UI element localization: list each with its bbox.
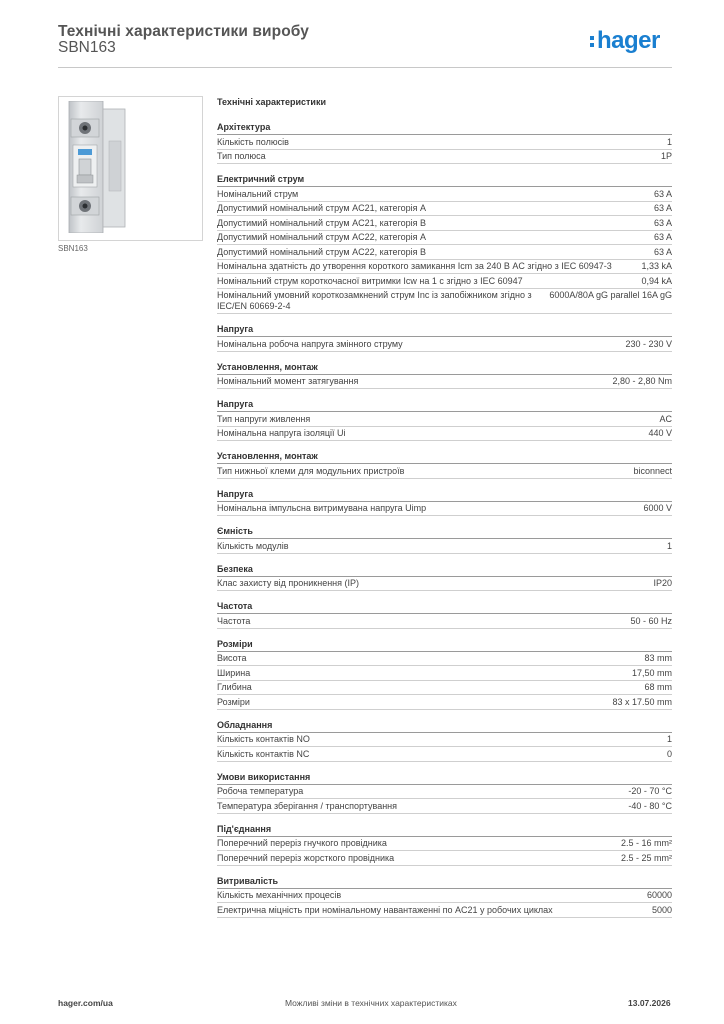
spec-label: Допустимий номінальний струм AC21, категорія A xyxy=(217,203,427,213)
product-caption: SBN163 xyxy=(58,244,88,253)
spec-label: Частота xyxy=(217,615,251,626)
spec-section-title: Витривалість xyxy=(217,874,672,889)
spec-label: Поперечний переріз гнучкого провідника xyxy=(217,838,387,848)
spec-section-title: Архітектура xyxy=(217,120,672,135)
spec-section xyxy=(217,599,672,629)
spec-value: 1,33 kA xyxy=(641,261,672,271)
spec-label: Номінальна імпульсна витримувана напруга Uimp xyxy=(217,503,427,513)
spec-row xyxy=(217,260,672,275)
spec-value: biconnect xyxy=(633,465,672,476)
spec-label: Кількість контактів NO xyxy=(217,734,310,744)
spec-section xyxy=(217,172,672,314)
spec-value: 63 A xyxy=(653,203,672,213)
spec-section xyxy=(217,360,672,390)
spec-section-title: Установлення, монтаж xyxy=(217,449,672,464)
spec-value: 68 mm xyxy=(644,682,672,692)
spec-label: Глибина xyxy=(217,682,252,692)
spec-label: Висота xyxy=(217,653,247,663)
spec-section xyxy=(217,524,672,554)
spec-value: 6000A/80A gG parallel 16A gG xyxy=(549,290,672,300)
spec-label: Кількість полюсів xyxy=(217,136,289,147)
spec-label: Номінальна здатність до утворення короткого замикання Icm за 240 В AC згідно з IEC 60947-3 xyxy=(217,261,612,271)
spec-section xyxy=(217,822,672,866)
logo-dots-icon xyxy=(590,36,594,50)
spec-value: 1 xyxy=(666,540,672,551)
spec-row xyxy=(217,666,672,681)
spec-row xyxy=(217,202,672,217)
spec-label: Номінальний струм xyxy=(217,188,299,199)
spec-value: 2.5 - 16 mm² xyxy=(620,838,672,848)
circuit-breaker-icon xyxy=(65,101,128,233)
spec-row xyxy=(217,799,672,814)
spec-row xyxy=(217,135,672,150)
spec-value: 6000 V xyxy=(643,503,672,513)
spec-label: Клас захисту від проникнення (IP) xyxy=(217,578,360,588)
spec-row xyxy=(217,851,672,866)
spec-value: 1 xyxy=(666,136,672,147)
spec-value: 63 A xyxy=(653,188,672,199)
spec-row xyxy=(217,427,672,442)
spec-section-title: Умови використання xyxy=(217,770,672,785)
spec-label: Кількість механічних процесів xyxy=(217,890,342,900)
page-subtitle: SBN163 xyxy=(58,39,116,56)
spec-section xyxy=(217,397,672,441)
spec-row xyxy=(217,231,672,246)
spec-value: 63 A xyxy=(653,232,672,242)
spec-section-title: Електричний струм xyxy=(217,172,672,187)
spec-row xyxy=(217,245,672,260)
spec-row xyxy=(217,502,672,517)
spec-row xyxy=(217,903,672,918)
spec-label: Тип полюса xyxy=(217,151,266,161)
spec-value: 5000 xyxy=(651,904,672,915)
spec-section xyxy=(217,487,672,517)
spec-section xyxy=(217,718,672,762)
spec-value: 230 - 230 V xyxy=(625,338,672,349)
spec-row xyxy=(217,785,672,800)
footer-website-link[interactable]: hager.com/ua xyxy=(58,998,113,1008)
spec-value: 63 A xyxy=(653,246,672,257)
spec-row xyxy=(217,681,672,696)
spec-section-title: Напруга xyxy=(217,397,672,412)
header-divider xyxy=(58,67,672,68)
spec-row xyxy=(217,889,672,904)
spec-label: Поперечний переріз жорсткого провідника xyxy=(217,852,395,863)
spec-section-title: Частота xyxy=(217,599,672,614)
spec-value: 50 - 60 Hz xyxy=(630,615,672,626)
spec-row xyxy=(217,652,672,667)
specifications-table xyxy=(217,96,672,926)
spec-section-title: Напруга xyxy=(217,322,672,337)
spec-value: 1P xyxy=(660,151,672,161)
spec-label: Кількість модулів xyxy=(217,540,289,551)
spec-value: 1 xyxy=(666,734,672,744)
specs-heading: Технічні характеристики xyxy=(217,97,326,107)
spec-section xyxy=(217,120,672,164)
page-title: Технічні характеристики виробу xyxy=(58,23,309,40)
footer-notice: Можливі зміни в технічних характеристиках xyxy=(285,998,457,1008)
spec-section xyxy=(217,637,672,710)
spec-value: 0,94 kA xyxy=(641,275,672,286)
spec-sections xyxy=(217,120,672,918)
logo-text: hager xyxy=(597,27,660,54)
spec-label: Допустимий номінальний струм AC21, категорія B xyxy=(217,217,427,228)
spec-label: Тип напруги живлення xyxy=(217,413,311,424)
spec-section-title: Безпека xyxy=(217,562,672,577)
spec-value: -20 - 70 °C xyxy=(628,786,672,796)
spec-value: IP20 xyxy=(653,578,672,588)
spec-label: Температура зберігання / транспортування xyxy=(217,800,398,811)
spec-row xyxy=(217,289,672,315)
spec-row xyxy=(217,837,672,852)
spec-section-title: Розміри xyxy=(217,637,672,652)
spec-section-title: Установлення, монтаж xyxy=(217,360,672,375)
spec-row xyxy=(217,375,672,390)
spec-section-title: Обладнання xyxy=(217,718,672,733)
spec-row xyxy=(217,412,672,427)
spec-row xyxy=(217,577,672,592)
spec-value: 60000 xyxy=(646,890,672,900)
spec-row xyxy=(217,747,672,762)
spec-value: AC xyxy=(659,413,672,424)
spec-row xyxy=(217,614,672,629)
spec-row xyxy=(217,733,672,748)
spec-section xyxy=(217,322,672,352)
spec-label: Допустимий номінальний струм AC22, категорія B xyxy=(217,246,427,257)
spec-value: 440 V xyxy=(648,428,672,438)
spec-label: Номінальний струм короткочасної витримки Icw на 1 с згідно з IEC 60947 xyxy=(217,275,523,286)
spec-value: 0 xyxy=(666,748,672,759)
spec-value: 2,80 - 2,80 Nm xyxy=(612,376,672,386)
spec-value: 63 A xyxy=(653,217,672,228)
spec-section xyxy=(217,770,672,814)
spec-value: 83 x 17.50 mm xyxy=(612,696,672,707)
spec-value: 2.5 - 25 mm² xyxy=(620,852,672,863)
spec-row xyxy=(217,539,672,554)
spec-value: 17,50 mm xyxy=(631,667,672,678)
spec-value: 83 mm xyxy=(644,653,672,663)
spec-row xyxy=(217,464,672,479)
spec-row xyxy=(217,150,672,165)
spec-label: Кількість контактів NC xyxy=(217,748,310,759)
spec-label: Номінальна напруга ізоляції Ui xyxy=(217,428,346,438)
spec-label: Номінальний умовний короткозамкнений струм Inc із запобіжником згідно з IEC/EN 60669-2-4 xyxy=(217,290,532,311)
spec-row xyxy=(217,216,672,231)
spec-section-title: Напруга xyxy=(217,487,672,502)
spec-row xyxy=(217,695,672,710)
spec-label: Електрична міцність при номінальному навантаженні по AC21 у робочих циклах xyxy=(217,904,553,915)
footer-date: 13.07.2026 xyxy=(628,998,671,1008)
spec-row xyxy=(217,337,672,352)
spec-section xyxy=(217,562,672,592)
spec-section xyxy=(217,449,672,479)
spec-label: Номінальна робоча напруга змінного струму xyxy=(217,338,403,349)
spec-section xyxy=(217,874,672,918)
spec-row xyxy=(217,187,672,202)
spec-section-title: Під'єднання xyxy=(217,822,672,837)
spec-value: -40 - 80 °C xyxy=(628,800,672,811)
spec-label: Допустимий номінальний струм AC22, категорія A xyxy=(217,232,427,242)
spec-label: Розміри xyxy=(217,696,250,707)
product-image-box xyxy=(58,96,203,241)
spec-label: Робоча температура xyxy=(217,786,304,796)
spec-label: Тип нижньої клеми для модульних пристроїв xyxy=(217,465,405,476)
spec-section-title: Ємність xyxy=(217,524,672,539)
spec-label: Номінальний момент затягування xyxy=(217,376,359,386)
spec-row xyxy=(217,274,672,289)
spec-label: Ширина xyxy=(217,667,251,678)
